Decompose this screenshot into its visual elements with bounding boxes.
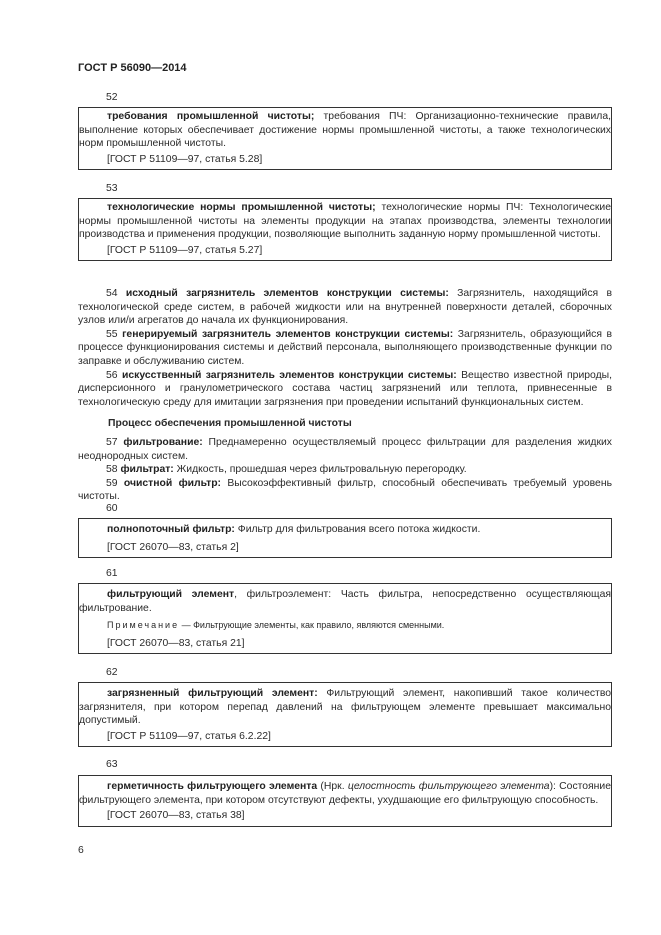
source-reference: [ГОСТ 26070—83, статья 2] [107,541,239,553]
term: искусственный загрязнитель элементов конструкции системы: [121,369,457,381]
source-reference: [ГОСТ 26070—83, статья 38] [107,810,245,822]
source-reference: [ГОСТ Р 51109—97, статья 5.28] [107,153,263,165]
note-text: — Фильтрующие элементы, как правило, являются сменными. [179,620,445,631]
term-definition [79,201,611,242]
term-definition [79,780,611,807]
term-number: 60 [106,503,118,514]
term: герметичность фильтрующего элемента [107,781,318,792]
term-paragraph [78,369,612,410]
source-reference: [ГОСТ 26070—83, статья 21] [107,637,245,649]
term: фильтрующий элемент [107,589,235,600]
term-box [78,518,612,558]
term-paragraph [78,463,612,477]
definition: Жидкость, прошедшая через фильтровальную перегородку. [173,464,467,476]
term: фильтрат: [120,464,174,476]
page-number: 6 [78,845,84,856]
term-box [78,583,612,654]
definition: требования ПЧ: Организационно-технические правила, выполнение которых обеспечивает достижение нормы промышленной чистоты, а также технологических норм промышленной чистоты. [79,111,612,150]
definition: Загрязнитель, образующийся в процессе функционирования системы и действий персонала, выполняющего производственные функции по заправке и обслуживанию систем. [78,328,612,367]
definition: ): Состояние фильтрующего элемента, при котором отсутствуют дефекты, ухудшающие его фильтрующую способность. [79,781,612,806]
definition: , фильтроэлемент: Часть фильтра, непосредственно осуществляющая фильтрование. [79,589,611,614]
term-number: 57 [106,437,118,448]
note-label: Примечание [107,620,180,631]
term-number: 59 [106,477,118,489]
term-definition [79,687,611,728]
term-paragraph [78,287,612,328]
term-number: 61 [106,568,118,579]
term-paragraph [78,436,612,463]
term-number: 53 [106,183,118,194]
term: технологические нормы промышленной чистоты; [107,202,376,213]
source-reference: [ГОСТ Р 51109—97, статья 5.27] [107,244,263,256]
term: очистной фильтр: [123,477,222,489]
term: фильтрование: [123,437,203,448]
non-recommended-term: целостность фильтрующего элемента [347,781,550,792]
term: исходный загрязнитель элементов конструкции системы: [125,288,449,299]
term-box [78,682,612,747]
term-box [78,775,612,827]
definition: технологические нормы ПЧ: Технологические нормы промышленной чистоты на элементы продукции на этапах производства, элементы технологии производства и применения продукции, позволяющие выполнить заданную норму промышленной чистоты. [79,202,611,241]
definition: Фильтрующий элемент, накопивший такое количество загрязнителя, при котором перепад давлений на фильтрующем элементе превышает максимально допустимый. [79,688,611,727]
synonym-prefix: (Нрк. [317,781,348,792]
term: требования промышленной чистоты; [107,111,315,122]
term: генерируемый загрязнитель элементов конструкции системы: [122,328,454,340]
term-number: 58 [106,464,118,476]
term-number: 56 [106,369,118,381]
term-definition [79,523,611,537]
term-box [78,107,612,170]
term-definition [79,588,611,615]
section-heading: Процесс обеспечения промышленной чистоты [108,418,352,429]
term-box [78,198,612,261]
source-reference: [ГОСТ Р 51109—97, статья 6.2.22] [107,730,271,742]
term: полнопоточный фильтр: [107,524,235,535]
terms-54-56 [78,287,612,409]
term-paragraph [78,477,612,504]
note [79,619,611,633]
term-number: 62 [106,667,118,678]
term: загрязненный фильтрующий элемент: [107,688,318,699]
term-number: 52 [106,92,118,103]
terms-57-59 [78,436,612,504]
term-number: 55 [106,328,118,340]
term-paragraph [78,328,612,369]
term-number: 54 [106,288,118,299]
definition: Вещество известной природы, дисперсионного и гранулометрического состава частиц загрязнений или теплота, привнесенные в технологическую среду для имитации загрязнения при проведении испытаний функциональных систем. [78,369,612,408]
term-definition [79,110,611,151]
definition: Преднамеренно осуществляемый процесс фильтрации для разделения жидких неоднородных систем. [78,437,612,462]
definition: Высокоэффективный фильтр, способный обеспечивать требуемый уровень чистоты. [78,477,612,503]
definition: Загрязнитель, находящийся в технологической среде систем, в рабочей жидкости или на внутренней поверхности деталей, сборочных узлов или/и агрегатов до начала их функционирования. [78,288,612,327]
definition: Фильтр для фильтрования всего потока жидкости. [234,524,481,535]
term-number: 63 [106,759,118,770]
document-header: ГОСТ Р 56090—2014 [78,62,187,74]
